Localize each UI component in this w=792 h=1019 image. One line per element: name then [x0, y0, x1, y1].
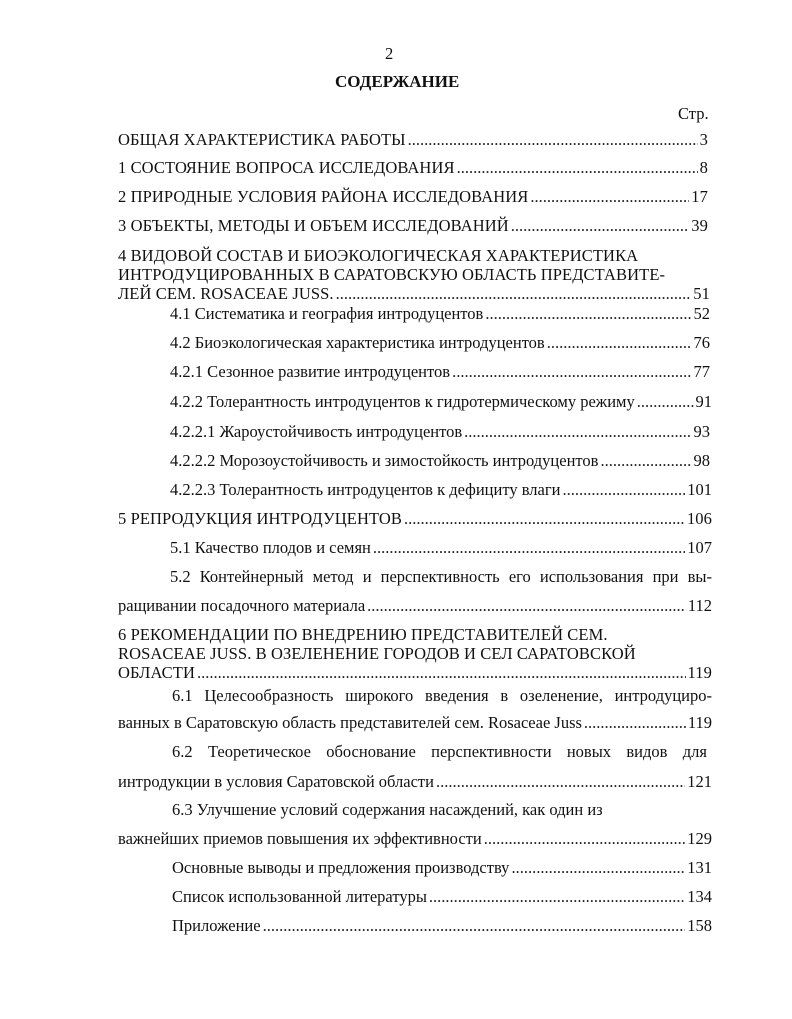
toc-entry-page: 112	[687, 596, 712, 615]
toc-entry-text: 1 СОСТОЯНИЕ ВОПРОСА ИССЛЕДОВАНИЯ	[118, 158, 455, 177]
page-column-label: Стр.	[678, 104, 709, 123]
toc-entry-page: 121	[687, 772, 712, 791]
toc-entry-text-line1: 6.3 Улучшение условий содержания насаждений, как один из	[172, 800, 603, 819]
toc-entry-text: ОБЩАЯ ХАРАКТЕРИСТИКА РАБОТЫ	[118, 130, 406, 149]
toc-entry-page: 134	[687, 887, 712, 906]
toc-entry-page: 51	[693, 284, 710, 303]
toc-entry-text-line1: 6.1 Целесообразность широкого введения в озеленение, интродуциро-	[172, 686, 712, 705]
toc-entry-s4-2-2[interactable]	[170, 392, 712, 412]
toc-entry-conclusions[interactable]	[172, 858, 712, 878]
toc-entry-ch1[interactable]	[118, 158, 708, 178]
toc-entry-s4-2[interactable]	[170, 333, 710, 353]
toc-entry-text: 4.2.1 Сезонное развитие интродуцентов	[170, 362, 451, 381]
toc-entry-page: 158	[687, 916, 712, 935]
page-number: 2	[385, 44, 394, 63]
toc-entry-text: 2 ПРИРОДНЫЕ УСЛОВИЯ РАЙОНА ИССЛЕДОВАНИЯ	[118, 187, 529, 206]
toc-entry-s4-2-1[interactable]	[170, 362, 710, 382]
toc-entry-s4-1[interactable]	[170, 304, 710, 324]
toc-entry-text: 4.2 Биоэкологическая характеристика интродуцентов	[170, 333, 545, 352]
toc-entry-references[interactable]	[172, 887, 712, 907]
toc-entry-ch2[interactable]	[118, 187, 708, 207]
toc-entry-text-line3: ЛЕЙ СЕМ. ROSACEAE JUSS.	[118, 284, 334, 303]
toc-entry-text: 4.2.2.1 Жароустойчивость интродуцентов	[170, 422, 463, 441]
toc-entry-s4-2-2-1[interactable]	[170, 422, 710, 442]
toc-entry-page: 119	[687, 663, 712, 682]
toc-entry-text: 3 ОБЪЕКТЫ, МЕТОДЫ И ОБЪЕМ ИССЛЕДОВАНИЙ	[118, 216, 509, 235]
toc-entry-page: 101	[687, 480, 712, 499]
toc-entry-text-line1: 6 РЕКОМЕНДАЦИИ ПО ВНЕДРЕНИЮ ПРЕДСТАВИТЕЛЕЙ СЕМ.	[118, 625, 608, 644]
toc-entry-page: 93	[693, 422, 710, 441]
toc-entry-text: Приложение	[172, 916, 261, 935]
toc-entry-general[interactable]	[118, 130, 708, 150]
toc-entry-page: 119	[687, 713, 712, 732]
toc-entry-text: 5 РЕПРОДУКЦИЯ ИНТРОДУЦЕНТОВ	[118, 509, 403, 528]
toc-entry-ch5[interactable]	[118, 509, 712, 529]
toc-entry-text-line1: 4 ВИДОВОЙ СОСТАВ И БИОЭКОЛОГИЧЕСКАЯ ХАРАКТЕРИСТИКА	[118, 246, 639, 265]
toc-entry-text-line1: 5.2 Контейнерный метод и перспективность его использования при вы-	[170, 567, 712, 586]
toc-entry-page: 3	[699, 130, 708, 149]
toc-entry-page: 52	[693, 304, 710, 323]
toc-entry-page: 8	[699, 158, 708, 177]
toc-entry-text: 4.1 Систематика и география интродуцентов	[170, 304, 484, 323]
toc-entry-page: 129	[687, 829, 712, 848]
toc-entry-text: Список использованной литературы	[172, 887, 427, 906]
toc-entry-page: 131	[687, 858, 712, 877]
toc-entry-text-line2: ванных в Саратовскую область представителей сем. Rosaceae Juss	[118, 713, 582, 732]
toc-entry-page: 107	[687, 538, 712, 557]
toc-entry-text: 4.2.2 Толерантность интродуцентов к гидротермическому режиму	[170, 392, 635, 411]
toc-entry-text-line2: ИНТРОДУЦИРОВАННЫХ В САРАТОВСКУЮ ОБЛАСТЬ ПРЕДСТАВИТЕ-	[118, 265, 666, 284]
toc-entry-text-line1: 6.2 Теоретическое обоснование перспективности новых видов для	[172, 742, 707, 761]
toc-entry-text: 5.1 Качество плодов и семян	[170, 538, 371, 557]
toc-entry-page: 91	[695, 392, 712, 411]
toc-entry-s4-2-2-3[interactable]	[170, 480, 712, 500]
toc-entry-ch3[interactable]	[118, 216, 708, 236]
page-title: СОДЕРЖАНИЕ	[335, 72, 460, 91]
toc-entry-text-line2: интродукции в условия Саратовской области	[118, 772, 434, 791]
toc-entry-text-line2: важнейших приемов повышения их эффективности	[118, 829, 482, 848]
toc-entry-text-line2: ращивании посадочного материала	[118, 596, 366, 615]
toc-entry-text-line2: ROSACEAE JUSS. В ОЗЕЛЕНЕНИЕ ГОРОДОВ И СЕЛ САРАТОВСКОЙ	[118, 644, 636, 663]
toc-entry-text: 4.2.2.3 Толерантность интродуцентов к дефициту влаги	[170, 480, 561, 499]
toc-entry-page: 76	[693, 333, 710, 352]
toc-entry-page: 39	[691, 216, 708, 235]
toc-entry-text-line3: ОБЛАСТИ	[118, 663, 195, 682]
toc-entry-s5-1[interactable]	[170, 538, 712, 558]
toc-entry-page: 17	[691, 187, 708, 206]
toc-entry-text: 4.2.2.2 Морозоустойчивость и зимостойкость интродуцентов	[170, 451, 599, 470]
toc-entry-s4-2-2-2[interactable]	[170, 451, 710, 471]
toc-entry-page: 77	[693, 362, 710, 381]
toc-entry-text: Основные выводы и предложения производству	[172, 858, 510, 877]
toc-entry-page: 106	[686, 509, 712, 528]
toc-entry-page: 98	[693, 451, 710, 470]
toc-entry-appendix[interactable]	[172, 916, 712, 936]
